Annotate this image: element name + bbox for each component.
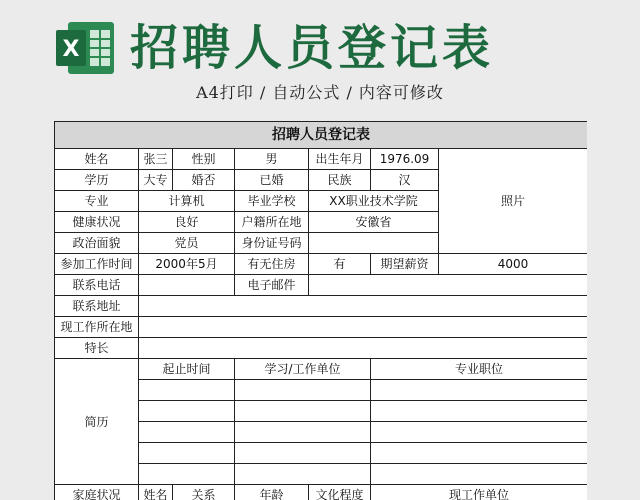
major-label: 专业 [55, 191, 139, 212]
edu-value[interactable]: 大专 [139, 170, 173, 191]
resume-position-cell[interactable] [371, 401, 588, 422]
registration-table [54, 121, 587, 500]
resume-period-cell[interactable] [139, 422, 235, 443]
registration-sheet [54, 121, 587, 500]
period-header: 起止时间 [139, 359, 235, 380]
skills-label: 特长 [55, 338, 139, 359]
resume-period-cell[interactable] [139, 401, 235, 422]
banner [0, 0, 640, 120]
page-title: 招聘人员登记表 [130, 20, 495, 76]
gender-value[interactable]: 男 [235, 149, 309, 170]
current-work-location-label: 现工作所在地 [55, 317, 139, 338]
resume-position-cell[interactable] [371, 380, 588, 401]
email-label: 电子邮件 [235, 275, 309, 296]
hukou-label: 户籍所在地 [235, 212, 309, 233]
resume-position-cell[interactable] [371, 464, 588, 485]
resume-position-cell[interactable] [371, 443, 588, 464]
name-label: 姓名 [55, 149, 139, 170]
major-value[interactable]: 计算机 [139, 191, 235, 212]
resume-position-cell[interactable] [371, 422, 588, 443]
excel-icon [54, 18, 116, 78]
resume-period-cell[interactable] [139, 464, 235, 485]
idcard-label: 身份证号码 [235, 233, 309, 254]
unit-header: 学习/工作单位 [235, 359, 371, 380]
idcard-value[interactable] [309, 233, 439, 254]
resume-unit-cell[interactable] [235, 401, 371, 422]
salary-value[interactable]: 4000 [439, 254, 588, 275]
marital-label: 婚否 [173, 170, 235, 191]
workstart-value[interactable]: 2000年5月 [139, 254, 235, 275]
resume-period-cell[interactable] [139, 380, 235, 401]
family-name-header: 姓名 [139, 485, 173, 500]
email-value[interactable] [309, 275, 588, 296]
hukou-value[interactable]: 安徽省 [309, 212, 439, 233]
resume-unit-cell[interactable] [235, 443, 371, 464]
housing-label: 有无住房 [235, 254, 309, 275]
school-value[interactable]: XX职业技术学院 [309, 191, 439, 212]
birth-label: 出生年月 [309, 149, 371, 170]
birth-value[interactable]: 1976.09 [371, 149, 439, 170]
skills-value[interactable] [139, 338, 588, 359]
resume-unit-cell[interactable] [235, 464, 371, 485]
family-label: 家庭状况 [55, 485, 139, 500]
resume-unit-cell[interactable] [235, 380, 371, 401]
health-value[interactable]: 良好 [139, 212, 235, 233]
resume-unit-cell[interactable] [235, 422, 371, 443]
family-workunit-header: 现工作单位 [371, 485, 588, 500]
ethnic-value[interactable]: 汉 [371, 170, 439, 191]
form-title: 招聘人员登记表 [55, 122, 588, 149]
school-label: 毕业学校 [235, 191, 309, 212]
marital-value[interactable]: 已婚 [235, 170, 309, 191]
resume-label: 简历 [55, 359, 139, 485]
gender-label: 性别 [173, 149, 235, 170]
family-age-header: 年龄 [235, 485, 309, 500]
name-value[interactable]: 张三 [139, 149, 173, 170]
ethnic-label: 民族 [309, 170, 371, 191]
political-value[interactable]: 党员 [139, 233, 235, 254]
address-value[interactable] [139, 296, 588, 317]
edu-label: 学历 [55, 170, 139, 191]
phone-value[interactable] [139, 275, 235, 296]
position-header: 专业职位 [371, 359, 588, 380]
workstart-label: 参加工作时间 [55, 254, 139, 275]
photo-cell[interactable]: 照片 [439, 149, 588, 254]
current-work-location-value[interactable] [139, 317, 588, 338]
salary-label: 期望薪资 [371, 254, 439, 275]
resume-period-cell[interactable] [139, 443, 235, 464]
political-label: 政治面貌 [55, 233, 139, 254]
address-label: 联系地址 [55, 296, 139, 317]
family-education-header: 文化程度 [309, 485, 371, 500]
page-subtitle: A4打印 / 自动公式 / 内容可修改 [196, 83, 444, 102]
family-relation-header: 关系 [173, 485, 235, 500]
housing-value[interactable]: 有 [309, 254, 371, 275]
health-label: 健康状况 [55, 212, 139, 233]
logo-letter: X [62, 37, 80, 62]
phone-label: 联系电话 [55, 275, 139, 296]
